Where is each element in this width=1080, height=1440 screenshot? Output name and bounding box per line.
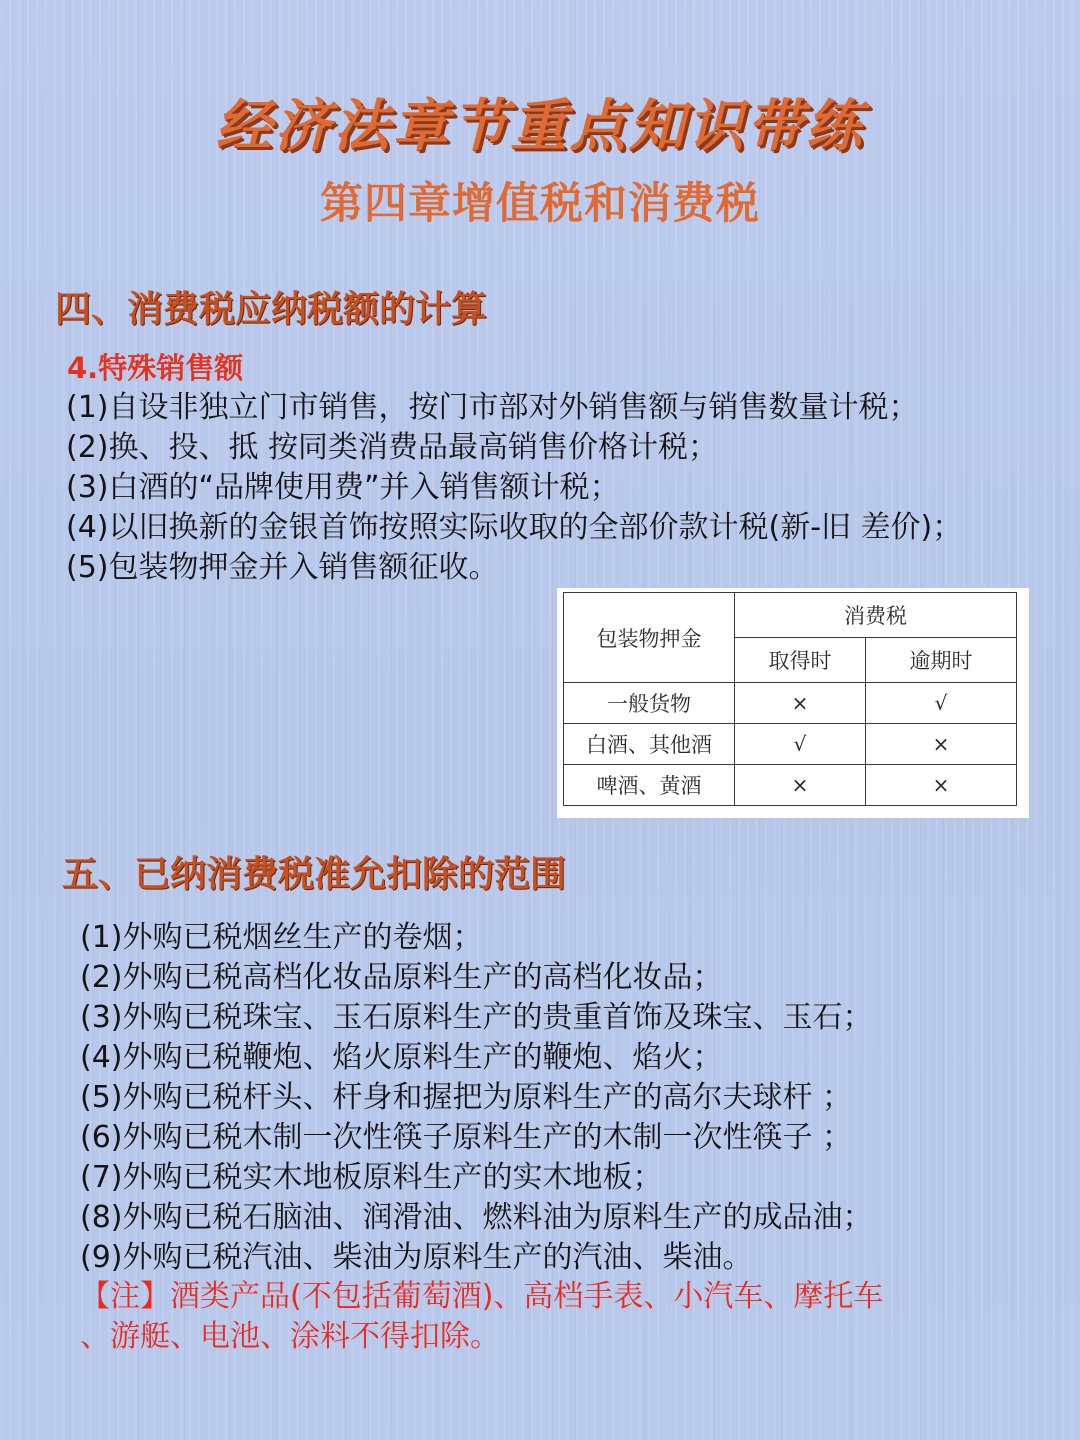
page-title: 经济法章节重点知识带练	[215, 94, 865, 159]
table-cell-label: 一般货物	[564, 683, 735, 724]
special-sales-list	[66, 388, 962, 588]
table-header-on-overdue: 逾期时	[866, 638, 1017, 683]
table-cell-mark: ×	[866, 765, 1017, 806]
section-heading-deductible-scope: 五、已纳消费税准允扣除的范围	[62, 854, 567, 895]
table-row	[564, 765, 1017, 806]
table-header-deposit: 包装物押金	[564, 593, 735, 683]
note-line-1: 【注】酒类产品(不包括葡萄酒)、高档手表、小汽车、摩托车	[80, 1279, 884, 1314]
list-item: (2)换、投、抵 按同类消费品最高销售价格计税；	[66, 430, 719, 465]
table-row	[564, 724, 1017, 765]
note-line-2: 、游艇、电池、涂料不得扣除。	[80, 1319, 500, 1354]
table-row	[564, 683, 1017, 724]
list-item: (9)外购已税汽油、柴油为原料生产的汽油、柴油。	[80, 1240, 753, 1275]
list-item: (2)外购已税高档化妆品原料生产的高档化妆品；	[80, 960, 723, 995]
packaging-deposit-table-card	[557, 588, 1029, 818]
list-item: (3)外购已税珠宝、玉石原料生产的贵重首饰及珠宝、玉石；	[80, 1000, 873, 1035]
table-cell-mark: ×	[735, 683, 866, 724]
table-cell-mark: √	[735, 724, 866, 765]
table-cell-mark: √	[866, 683, 1017, 724]
table-header-consumption-tax: 消费税	[735, 593, 1017, 638]
list-item: (6)外购已税木制一次性筷子原料生产的木制一次性筷子 ；	[80, 1120, 853, 1155]
list-item: (5)包装物押金并入销售额征收。	[66, 550, 499, 585]
list-item: (4)以旧换新的金银首饰按照实际收取的全部价款计税(新-旧 差价)；	[66, 510, 963, 545]
table-cell-label: 白酒、其他酒	[564, 724, 735, 765]
deductible-scope-list	[80, 918, 873, 1278]
packaging-deposit-table	[563, 592, 1017, 806]
list-item: (3)白酒的“品牌使用费”并入销售额计税；	[66, 470, 620, 505]
table-cell-label: 啤酒、黄酒	[564, 765, 735, 806]
page-subtitle: 第四章增值税和消费税	[320, 179, 760, 229]
note-text	[80, 1277, 1040, 1357]
subheading-special-sales: 4.特殊销售额	[67, 351, 244, 385]
list-item: (1)自设非独立门市销售，按门市部对外销售额与销售数量计税；	[66, 390, 919, 425]
list-item: (7)外购已税实木地板原料生产的实木地板；	[80, 1160, 663, 1195]
table-cell-mark: ×	[866, 724, 1017, 765]
section-heading-consumption-tax-calculation: 四、消费税应纳税额的计算	[55, 289, 488, 330]
table-cell-mark: ×	[735, 765, 866, 806]
table-header-on-receipt: 取得时	[735, 638, 866, 683]
list-item: (1)外购已税烟丝生产的卷烟；	[80, 920, 483, 955]
list-item: (8)外购已税石脑油、润滑油、燃料油为原料生产的成品油；	[80, 1200, 873, 1235]
list-item: (4)外购已税鞭炮、焰火原料生产的鞭炮、焰火；	[80, 1040, 723, 1075]
list-item: (5)外购已税杆头、杆身和握把为原料生产的高尔夫球杆 ；	[80, 1080, 853, 1115]
